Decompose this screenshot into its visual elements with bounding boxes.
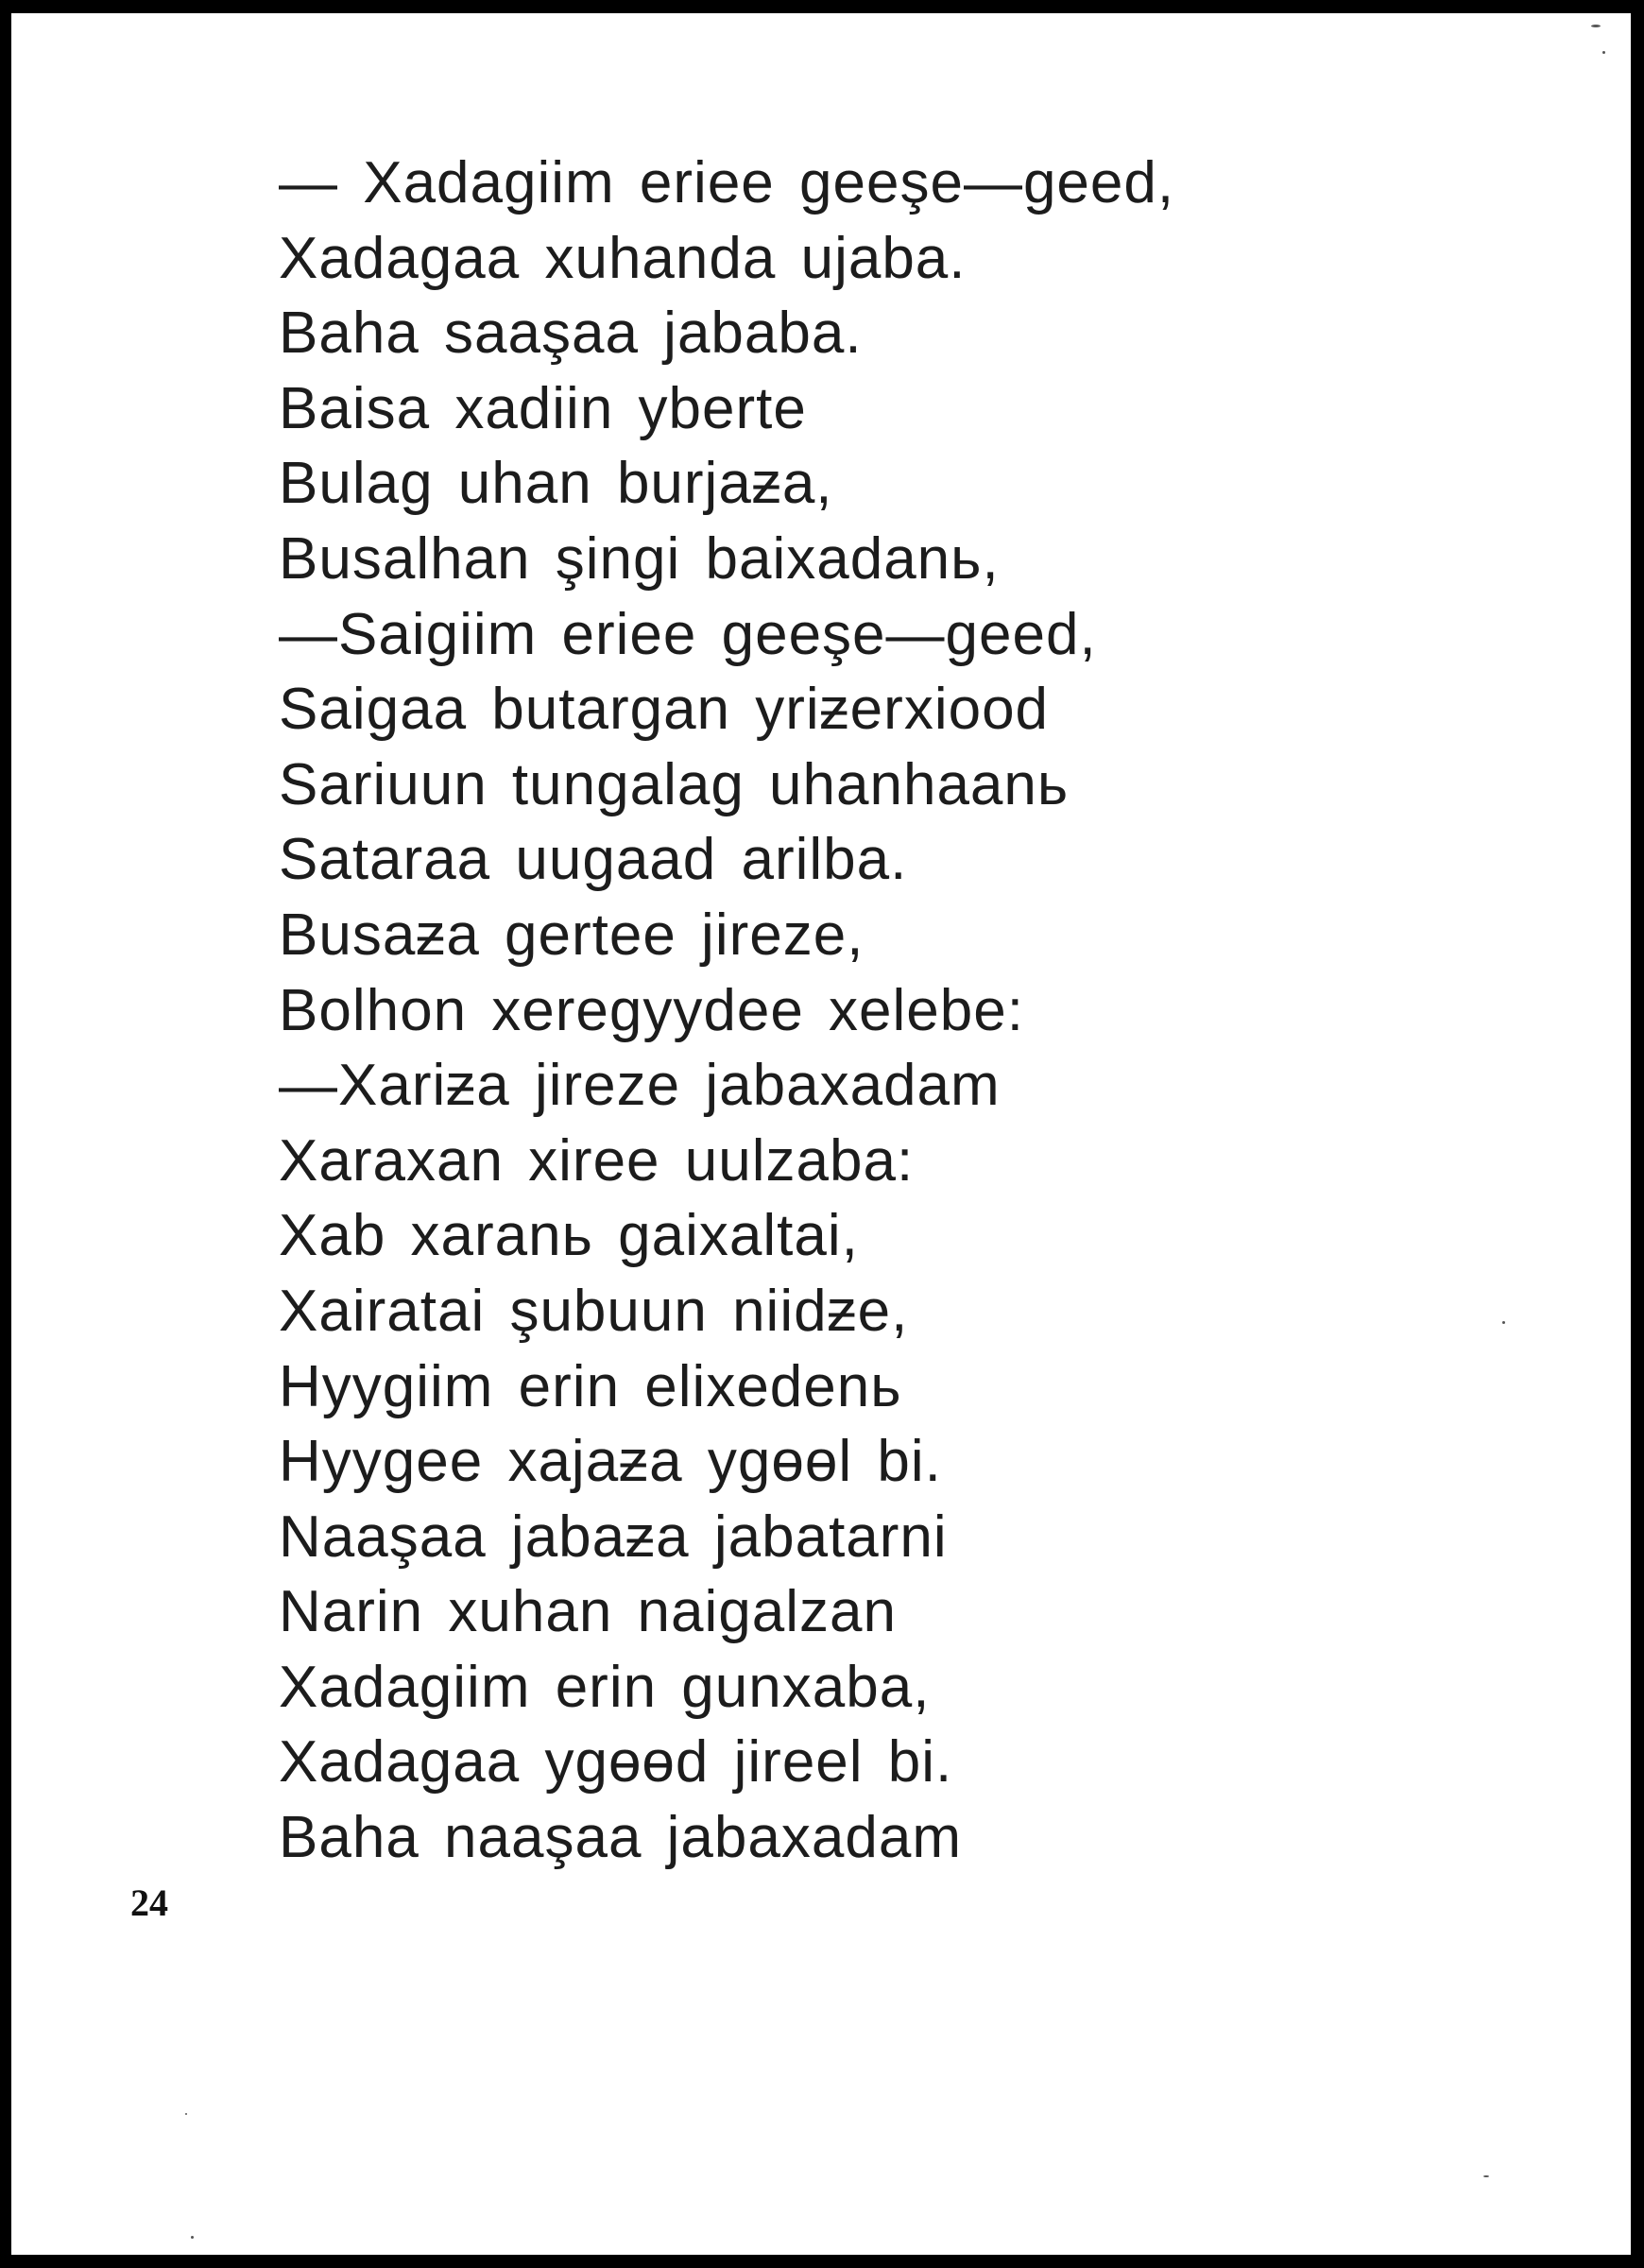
scan-speck	[1483, 2175, 1489, 2177]
poem-line: Baisa xadiin yberte	[279, 375, 807, 441]
poem-line: Xadagiim erin gunxaba,	[279, 1654, 931, 1720]
scan-speck	[1602, 51, 1605, 54]
poem-line: —Saigiim eriee geeşe—geed,	[279, 601, 1097, 667]
poem-line: — Xadagiim eriee geeşe—geed,	[279, 150, 1175, 215]
poem-line: Baha saaşaa jababa.	[279, 301, 863, 367]
poem-line: Xadagaa xuhanda ujaba.	[279, 225, 967, 291]
scan-speck	[191, 2236, 194, 2239]
poem-line: Xab xaranь gaixaltai,	[279, 1203, 859, 1269]
poem-line: Narin xuhan naigalzan	[279, 1579, 897, 1645]
poem-line: Bolhon xeregyydee xelebe:	[279, 977, 1024, 1043]
poem-line: Bulag uhan burjaƶa,	[279, 451, 833, 517]
poem-line: Busalhan şingi baixadanь,	[279, 525, 1000, 592]
poem-line: Saigaa butargan yriƶerxiood	[279, 677, 1050, 743]
poem-line: Xairatai şubuun niidƶe,	[279, 1278, 909, 1344]
scan-speck	[1591, 25, 1601, 27]
poem-line: —Xariƶa jireze jabaxadam	[279, 1053, 1001, 1119]
poem-line: Hyygiim erin elixedenь	[279, 1353, 902, 1419]
scan-speck	[1502, 1321, 1505, 1324]
poem-text	[279, 146, 1413, 1876]
poem-line: Sariuun tungalag uhanhaanь	[279, 751, 1070, 817]
scan-speck	[185, 2113, 187, 2115]
poem-line: Xadagaa ygɵɵd jireel bi.	[279, 1729, 953, 1796]
poem-line: Naaşaa jabaƶa jabatarni	[279, 1503, 948, 1570]
poem-line: Sataraa uugaad arilba.	[279, 827, 908, 893]
poem-line: Baha naaşaa jabaxadam	[279, 1805, 962, 1871]
poem-line: Xaraxan xiree uulzaba:	[279, 1127, 915, 1194]
poem-line: Hyygee xajaƶa ygɵɵl bi.	[279, 1429, 942, 1495]
page-number: 24	[130, 1881, 168, 1924]
poem-line: Busaƶa gertee jireze,	[279, 902, 865, 968]
